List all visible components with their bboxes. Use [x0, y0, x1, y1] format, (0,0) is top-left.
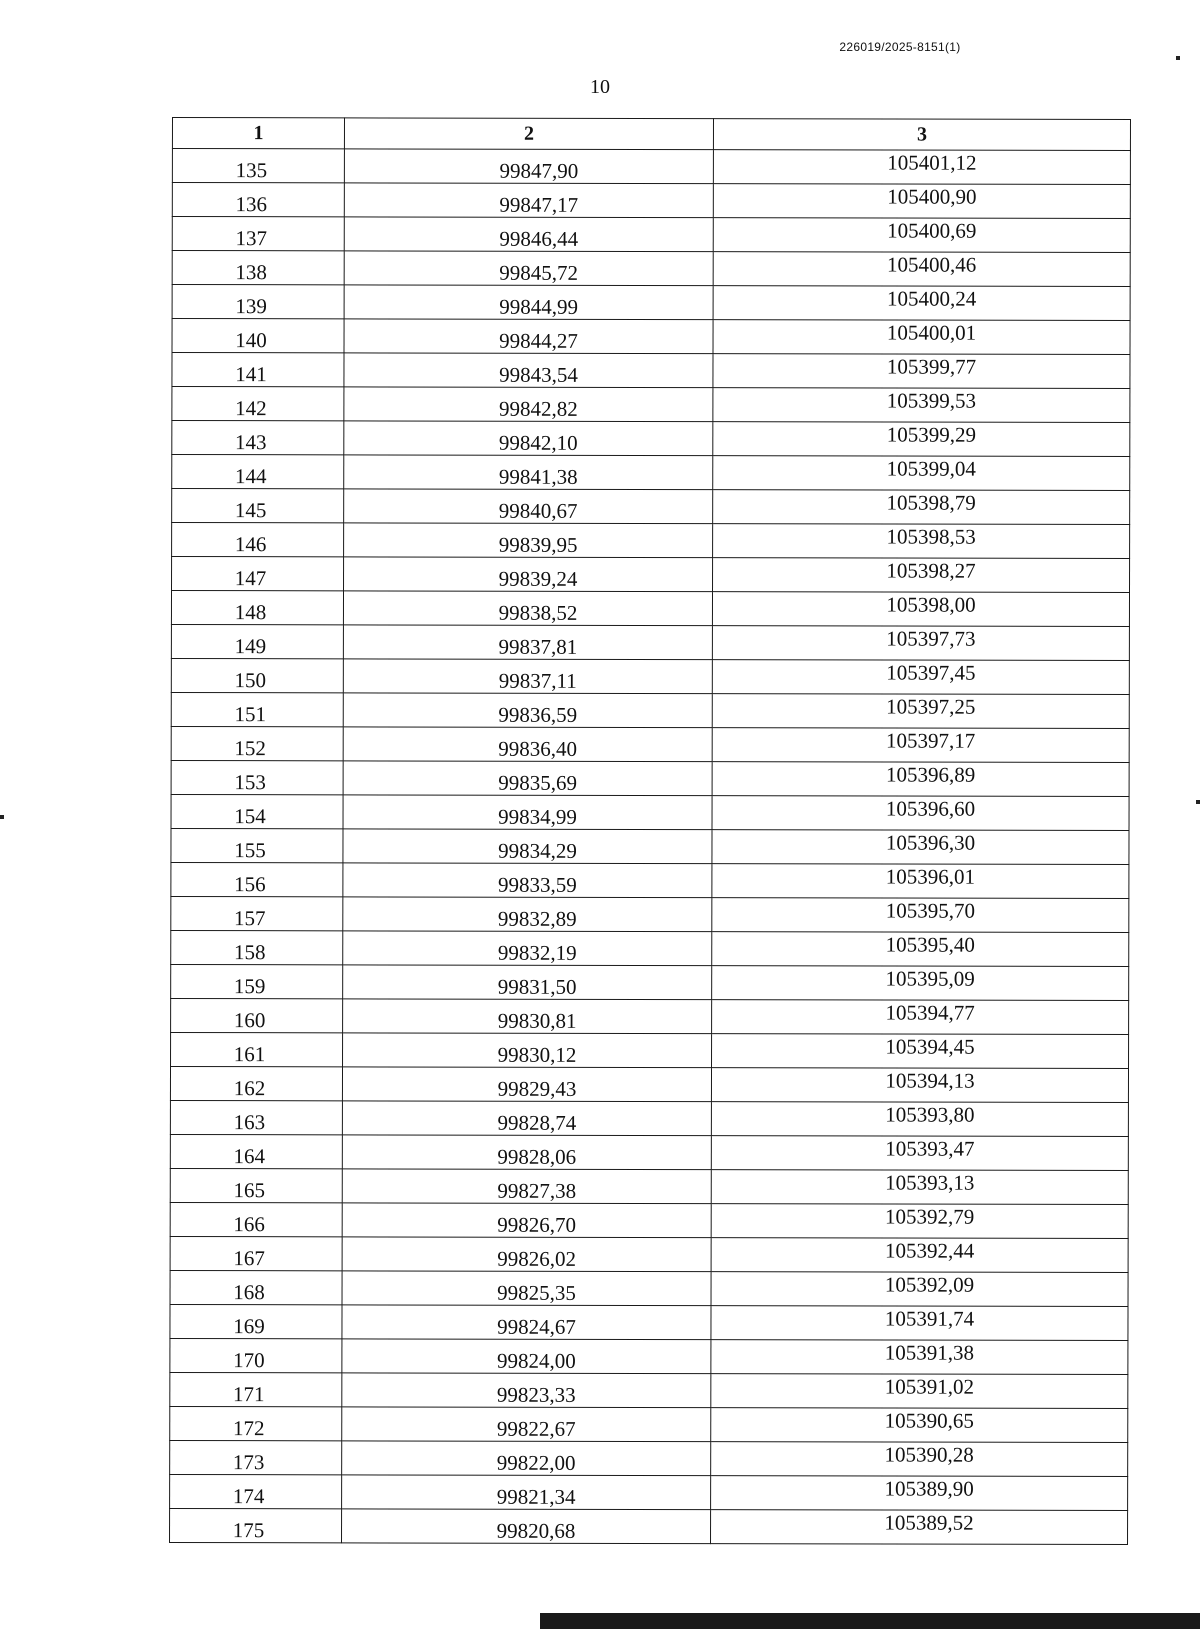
x-coordinate-cell: 99845,72 [344, 251, 713, 286]
x-coordinate-cell: 99844,27 [344, 319, 713, 354]
column-header-2: 2 [344, 118, 713, 150]
table-row [172, 489, 1130, 525]
y-coordinate-cell: 105396,60 [712, 796, 1129, 831]
table-row [170, 1372, 1128, 1408]
table-row [171, 591, 1129, 627]
x-coordinate-cell: 99841,38 [344, 455, 713, 490]
table-row [171, 658, 1129, 694]
table-row [172, 285, 1130, 321]
point-number-cell: 143 [172, 421, 344, 455]
x-coordinate-cell: 99836,40 [343, 727, 712, 762]
table-header-row [172, 118, 1130, 151]
point-number-cell: 162 [170, 1066, 342, 1100]
point-number-cell: 138 [172, 251, 344, 285]
x-coordinate-cell: 99840,67 [344, 489, 713, 524]
x-coordinate-cell: 99828,06 [342, 1135, 711, 1170]
table-row [171, 760, 1129, 796]
table-row [171, 794, 1129, 830]
x-coordinate-cell: 99844,99 [344, 285, 713, 320]
y-coordinate-cell: 105392,44 [711, 1238, 1128, 1273]
x-coordinate-cell: 99831,50 [343, 965, 712, 1000]
point-number-cell: 151 [171, 692, 343, 726]
point-number-cell: 142 [172, 387, 344, 421]
point-number-cell: 166 [170, 1202, 342, 1236]
y-coordinate-cell: 105400,69 [713, 218, 1130, 253]
table-row [172, 319, 1130, 355]
y-coordinate-cell: 105394,45 [712, 1034, 1129, 1069]
coordinates-table-wrapper [169, 117, 1130, 1545]
point-number-cell: 141 [172, 353, 344, 387]
table-row [172, 183, 1130, 219]
y-coordinate-cell: 105392,79 [711, 1204, 1128, 1239]
point-number-cell: 144 [172, 455, 344, 489]
scan-mark [1176, 56, 1180, 60]
y-coordinate-cell: 105400,01 [713, 320, 1130, 355]
x-coordinate-cell: 99829,43 [342, 1067, 711, 1102]
x-coordinate-cell: 99832,19 [343, 931, 712, 966]
x-coordinate-cell: 99827,38 [342, 1169, 711, 1204]
table-row [171, 964, 1129, 1000]
x-coordinate-cell: 99821,34 [342, 1475, 711, 1510]
x-coordinate-cell: 99820,68 [342, 1509, 711, 1544]
table-row [171, 930, 1129, 966]
point-number-cell: 174 [170, 1474, 342, 1508]
point-number-cell: 136 [172, 183, 344, 217]
scan-mark [1196, 800, 1200, 804]
y-coordinate-cell: 105393,47 [711, 1136, 1128, 1171]
x-coordinate-cell: 99824,00 [342, 1339, 711, 1374]
y-coordinate-cell: 105397,73 [712, 626, 1129, 661]
table-body [170, 149, 1131, 1545]
table-row [170, 1134, 1128, 1170]
y-coordinate-cell: 105390,28 [711, 1442, 1128, 1477]
y-coordinate-cell: 105389,90 [711, 1476, 1128, 1511]
table-row [170, 1066, 1128, 1102]
y-coordinate-cell: 105391,02 [711, 1374, 1128, 1409]
scan-mark [0, 815, 4, 819]
table-row [171, 828, 1129, 864]
x-coordinate-cell: 99847,90 [344, 149, 713, 184]
x-coordinate-cell: 99825,35 [342, 1271, 711, 1306]
y-coordinate-cell: 105393,13 [711, 1170, 1128, 1205]
x-coordinate-cell: 99847,17 [344, 183, 713, 218]
table-row [172, 353, 1130, 389]
x-coordinate-cell: 99833,59 [343, 863, 712, 898]
point-number-cell: 152 [171, 726, 343, 760]
x-coordinate-cell: 99843,54 [344, 353, 713, 388]
y-coordinate-cell: 105396,30 [712, 830, 1129, 865]
y-coordinate-cell: 105393,80 [711, 1102, 1128, 1137]
point-number-cell: 146 [172, 523, 344, 557]
table-row [172, 149, 1130, 185]
point-number-cell: 154 [171, 794, 343, 828]
y-coordinate-cell: 105401,12 [713, 150, 1130, 185]
x-coordinate-cell: 99846,44 [344, 217, 713, 252]
point-number-cell: 153 [171, 760, 343, 794]
point-number-cell: 161 [171, 1032, 343, 1066]
point-number-cell: 149 [171, 624, 343, 658]
table-row [171, 624, 1129, 660]
x-coordinate-cell: 99822,67 [342, 1407, 711, 1442]
table-row [172, 251, 1130, 287]
y-coordinate-cell: 105399,29 [713, 422, 1130, 457]
point-number-cell: 137 [172, 217, 344, 251]
point-number-cell: 139 [172, 285, 344, 319]
point-number-cell: 147 [172, 557, 344, 591]
x-coordinate-cell: 99830,12 [343, 1033, 712, 1068]
y-coordinate-cell: 105395,70 [712, 898, 1129, 933]
y-coordinate-cell: 105399,53 [713, 388, 1130, 423]
point-number-cell: 170 [170, 1338, 342, 1372]
point-number-cell: 169 [170, 1304, 342, 1338]
y-coordinate-cell: 105398,27 [713, 558, 1130, 593]
x-coordinate-cell: 99838,52 [343, 591, 712, 626]
point-number-cell: 163 [170, 1100, 342, 1134]
y-coordinate-cell: 105400,90 [713, 184, 1130, 219]
y-coordinate-cell: 105396,89 [712, 762, 1129, 797]
table-row [170, 1406, 1128, 1442]
x-coordinate-cell: 99836,59 [343, 693, 712, 728]
x-coordinate-cell: 99832,89 [343, 897, 712, 932]
point-number-cell: 171 [170, 1372, 342, 1406]
y-coordinate-cell: 105398,00 [712, 592, 1129, 627]
y-coordinate-cell: 105400,24 [713, 286, 1130, 321]
table-row [171, 726, 1129, 762]
y-coordinate-cell: 105395,40 [712, 932, 1129, 967]
x-coordinate-cell: 99834,99 [343, 795, 712, 830]
y-coordinate-cell: 105400,46 [713, 252, 1130, 287]
table-row [172, 523, 1130, 559]
point-number-cell: 158 [171, 930, 343, 964]
x-coordinate-cell: 99837,11 [343, 659, 712, 694]
y-coordinate-cell: 105395,09 [712, 966, 1129, 1001]
y-coordinate-cell: 105397,25 [712, 694, 1129, 729]
point-number-cell: 145 [172, 489, 344, 523]
x-coordinate-cell: 99842,82 [344, 387, 713, 422]
point-number-cell: 173 [170, 1440, 342, 1474]
x-coordinate-cell: 99830,81 [343, 999, 712, 1034]
table-row [170, 1440, 1128, 1476]
y-coordinate-cell: 105398,53 [713, 524, 1130, 559]
x-coordinate-cell: 99835,69 [343, 761, 712, 796]
point-number-cell: 165 [170, 1168, 342, 1202]
y-coordinate-cell: 105397,45 [712, 660, 1129, 695]
scan-edge-bar [540, 1613, 1200, 1629]
x-coordinate-cell: 99842,10 [344, 421, 713, 456]
y-coordinate-cell: 105396,01 [712, 864, 1129, 899]
point-number-cell: 172 [170, 1406, 342, 1440]
x-coordinate-cell: 99824,67 [342, 1305, 711, 1340]
y-coordinate-cell: 105399,77 [713, 354, 1130, 389]
point-number-cell: 167 [170, 1236, 342, 1270]
y-coordinate-cell: 105397,17 [712, 728, 1129, 763]
point-number-cell: 164 [170, 1134, 342, 1168]
column-header-1: 1 [172, 118, 344, 149]
table-row [170, 1168, 1128, 1204]
point-number-cell: 160 [171, 998, 343, 1032]
table-row [170, 1474, 1128, 1510]
y-coordinate-cell: 105389,52 [711, 1510, 1128, 1545]
point-number-cell: 155 [171, 828, 343, 862]
document-id: 226019/2025-8151(1) [839, 40, 961, 54]
point-number-cell: 140 [172, 319, 344, 353]
x-coordinate-cell: 99828,74 [342, 1101, 711, 1136]
point-number-cell: 135 [172, 149, 344, 183]
table-row [170, 1270, 1128, 1306]
y-coordinate-cell: 105399,04 [713, 456, 1130, 491]
table-row [171, 862, 1129, 898]
table-row [171, 692, 1129, 728]
table-row [170, 1304, 1128, 1340]
page-number: 10 [590, 76, 610, 98]
point-number-cell: 175 [170, 1508, 342, 1542]
table-row [170, 1338, 1128, 1374]
point-number-cell: 159 [171, 964, 343, 998]
y-coordinate-cell: 105398,79 [713, 490, 1130, 525]
column-header-3: 3 [713, 119, 1130, 151]
x-coordinate-cell: 99826,70 [342, 1203, 711, 1238]
table-row [172, 455, 1130, 491]
x-coordinate-cell: 99837,81 [343, 625, 712, 660]
x-coordinate-cell: 99822,00 [342, 1441, 711, 1476]
point-number-cell: 156 [171, 862, 343, 896]
table-row [172, 421, 1130, 457]
coordinates-table [169, 117, 1131, 1545]
x-coordinate-cell: 99826,02 [342, 1237, 711, 1272]
table-row [172, 557, 1130, 593]
table-row [171, 1032, 1129, 1068]
y-coordinate-cell: 105392,09 [711, 1272, 1128, 1307]
y-coordinate-cell: 105394,13 [711, 1068, 1128, 1103]
table-row [170, 1202, 1128, 1238]
point-number-cell: 157 [171, 896, 343, 930]
table-row [170, 1508, 1128, 1544]
table-row [172, 387, 1130, 423]
y-coordinate-cell: 105391,38 [711, 1340, 1128, 1375]
x-coordinate-cell: 99823,33 [342, 1373, 711, 1408]
table-row [170, 1236, 1128, 1272]
x-coordinate-cell: 99834,29 [343, 829, 712, 864]
y-coordinate-cell: 105391,74 [711, 1306, 1128, 1341]
point-number-cell: 168 [170, 1270, 342, 1304]
y-coordinate-cell: 105394,77 [712, 1000, 1129, 1035]
table-row [171, 998, 1129, 1034]
y-coordinate-cell: 105390,65 [711, 1408, 1128, 1443]
point-number-cell: 150 [171, 658, 343, 692]
table-row [171, 896, 1129, 932]
table-row [172, 217, 1130, 253]
table-row [170, 1100, 1128, 1136]
x-coordinate-cell: 99839,95 [344, 523, 713, 558]
x-coordinate-cell: 99839,24 [344, 557, 713, 592]
point-number-cell: 148 [171, 591, 343, 625]
